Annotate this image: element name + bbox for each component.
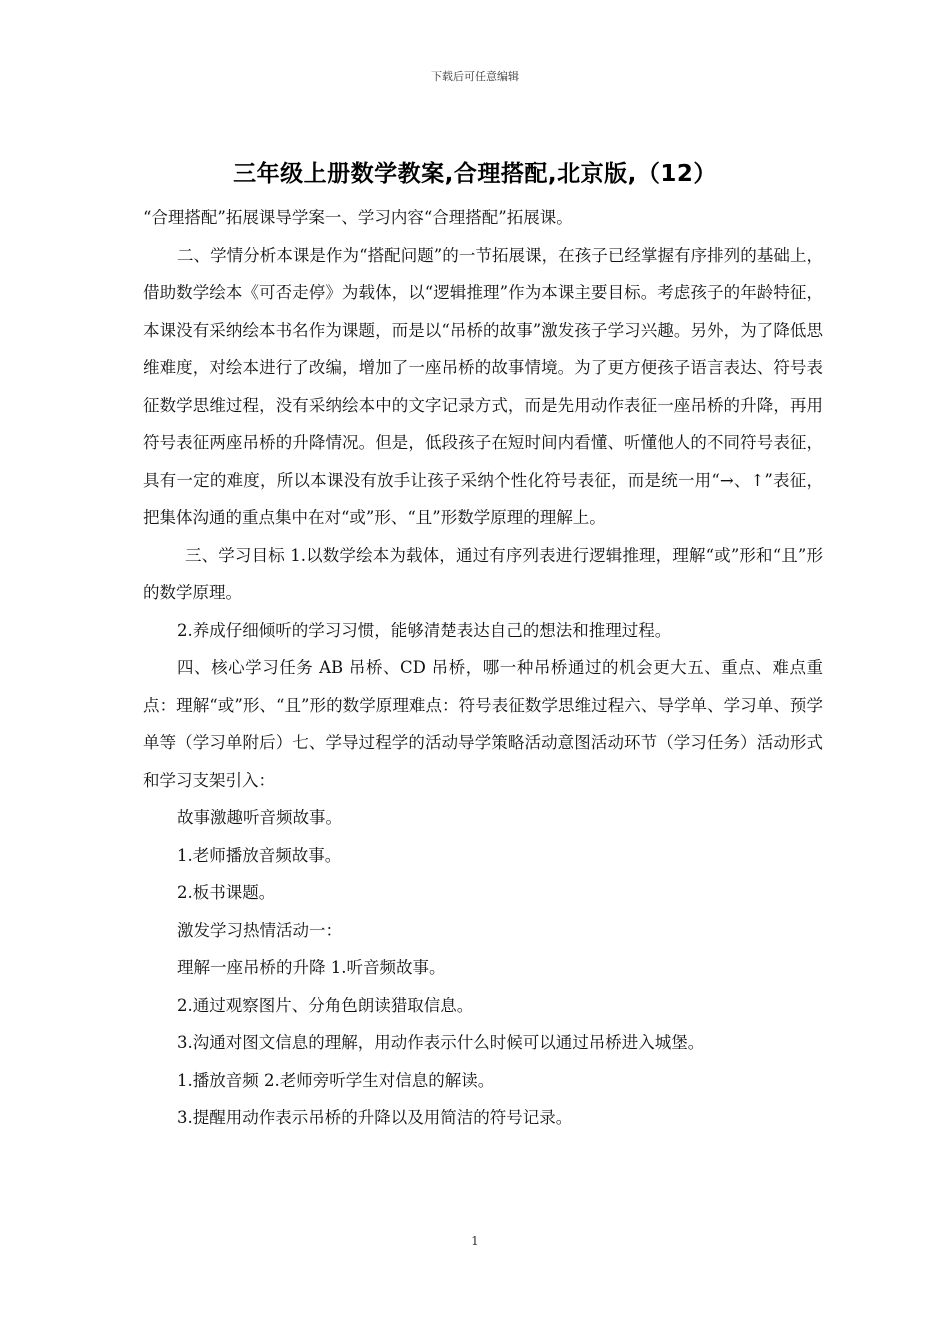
paragraph-communicate: 3.沟通对图文信息的理解，用动作表示什么时候可以通过吊桥进入城堡。 bbox=[177, 1033, 705, 1052]
paragraph-goal-2: 2.养成仔细倾听的学习习惯，能够清楚表达自己的想法和推理过程。 bbox=[177, 620, 672, 640]
paragraph-learning-goals: 三、学习目标 1.以数学绘本为载体，通过有序列表进行逻辑推理，理解“或”形和“且”形的数学原理。 bbox=[143, 545, 823, 602]
paragraph-story-intro: 故事激趣听音频故事。 bbox=[177, 808, 342, 827]
paragraph-step-1: 1.老师播放音频故事。 bbox=[177, 845, 342, 865]
paragraph-core-task: 四、核心学习任务 AB 吊桥、CD 吊桥，哪一种吊桥通过的机会更大五、重点、难点重点：理解“或”形、“且”形的数学原理难点：符号表征数学思维过程六、导学单、学习单、预学单等（学习单附后）七、学导过程学的活动导学策略活动意图活动环节（学习任务）活动形式和学习支架引入： bbox=[143, 658, 823, 790]
paragraph-single-bridge: 理解一座吊桥的升降 1.听音频故事。 bbox=[177, 958, 446, 977]
document-body bbox=[143, 199, 823, 1137]
paragraph-observe: 2.通过观察图片、分角色朗读猎取信息。 bbox=[177, 995, 474, 1015]
paragraph-play-audio: 1.播放音频 2.老师旁听学生对信息的解读。 bbox=[177, 1070, 495, 1090]
paragraph-intro: “合理搭配”拓展课导学案一、学习内容“合理搭配”拓展课。 bbox=[143, 208, 573, 227]
paragraph-learning-analysis: 二、学情分析本课是作为“搭配问题”的一节拓展课，在孩子已经掌握有序排列的基础上，借助数学绘本《可否走停》为载体，以“逻辑推理”作为本课主要目标。考虑孩子的年龄特征，本课没有采纳绘本书名作为课题，而是以“吊桥的故事”激发孩子学习兴趣。另外，为了降低思维难度，对绘本进行了改编，增加了一座吊桥的故事情境。为了更方便孩子语言表达、符号表征数学思维过程，没有采纳绘本中的文字记录方式，而是先用动作表征一座吊桥的升降，再用符号表征两座吊桥的升降情况。但是，低段孩子在短时间内看懂、听懂他人的不同符号表征，具有一定的难度，所以本课没有放手让孩子采纳个性化符号表征，而是统一用“→、↑”表征，把集体沟通的重点集中在对“或”形、“且”形数学原理的理解上。 bbox=[143, 245, 823, 527]
paragraph-activity-1: 激发学习热情活动一： bbox=[177, 920, 342, 940]
page-header-note: 下载后可任意编辑 bbox=[431, 70, 519, 83]
page-number: 1 bbox=[471, 1234, 479, 1248]
paragraph-step-2: 2.板书课题。 bbox=[177, 883, 276, 902]
paragraph-reminder: 3.提醒用动作表示吊桥的升降以及用简洁的符号记录。 bbox=[177, 1108, 573, 1127]
document-title: 三年级上册数学教案,合理搭配,北京版,（12） bbox=[233, 161, 717, 187]
